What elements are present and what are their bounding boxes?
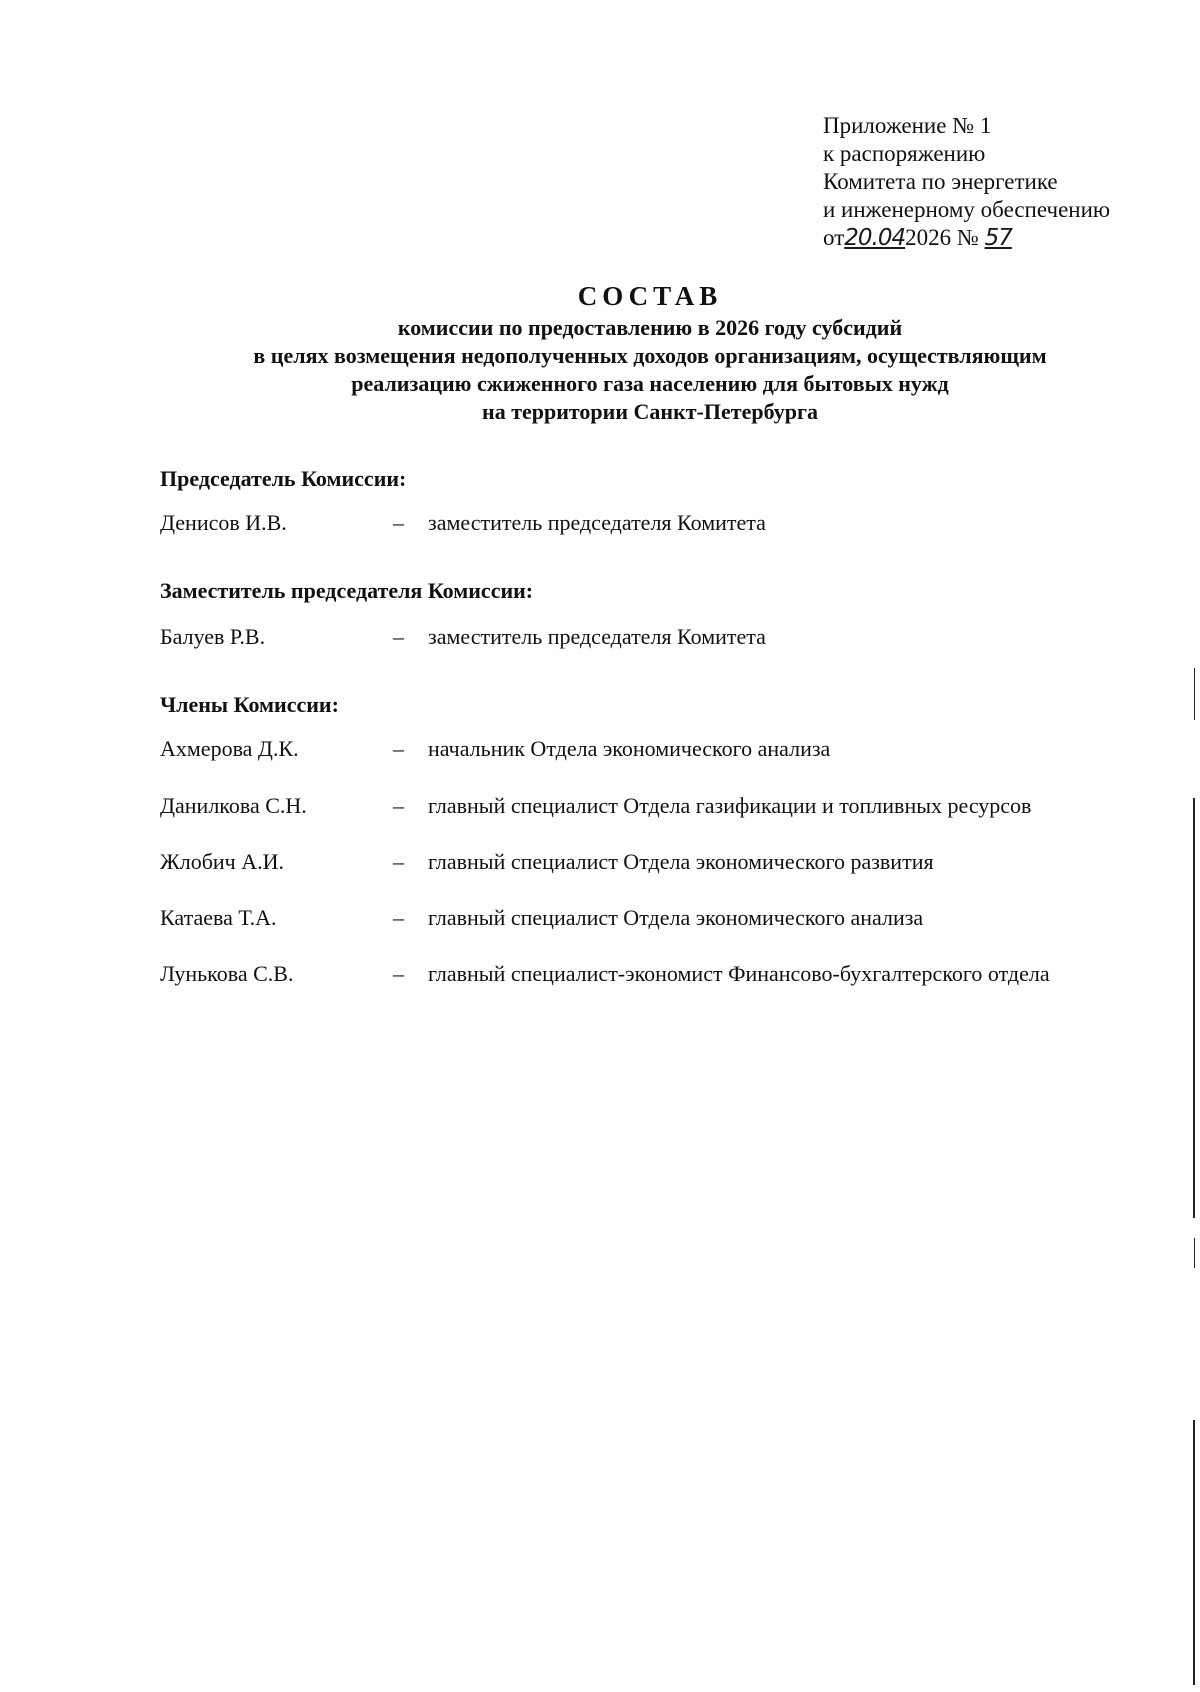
handwritten-date: 20.04: [844, 225, 906, 251]
title-line-3: реализацию сжиженного газа населению для бытовых нужд: [351, 371, 949, 396]
chairman-row: [160, 510, 1160, 538]
title-line-2: в целях возмещения недополученных доходов организациям, осуществляющим: [253, 343, 1047, 368]
members-heading: Члены Комиссии:: [160, 692, 339, 717]
chairman-role: заместитель председателя Комитета: [428, 510, 766, 535]
member-dash: –: [393, 905, 404, 930]
scan-edge-mark: [1194, 668, 1195, 720]
member-dash: –: [393, 961, 404, 986]
deputy-name: Балуев Р.В.: [160, 624, 266, 649]
appendix-line-1: Приложение № 1: [823, 113, 992, 138]
number-label: №: [956, 225, 979, 250]
member-row: [160, 961, 1160, 989]
handwritten-number: 57: [984, 225, 1012, 251]
chairman-heading: Председатель Комиссии:: [160, 466, 407, 491]
member-row: [160, 793, 1160, 821]
member-role: главный специалист-экономист Финансово-бухгалтерского отдела: [428, 961, 1050, 986]
deputy-heading: Заместитель председателя Комиссии:: [160, 578, 534, 603]
scan-edge-mark: [1193, 798, 1195, 1218]
scan-edge-mark: [1193, 1420, 1195, 1685]
appendix-date-line: [823, 224, 1110, 252]
document-title: [0, 278, 1200, 426]
deputy-dash: –: [393, 624, 404, 649]
member-role: главный специалист Отдела газификации и топливных ресурсов: [428, 793, 1032, 818]
deputy-role: заместитель председателя Комитета: [428, 624, 766, 649]
member-dash: –: [393, 793, 404, 818]
member-dash: –: [393, 736, 404, 761]
appendix-line-3: Комитета по энергетике: [823, 169, 1058, 194]
scan-edge-mark: [1194, 1238, 1195, 1268]
deputy-row: [160, 624, 1160, 652]
appendix-line-4: и инженерному обеспечению: [823, 197, 1111, 222]
chairman-name: Денисов И.В.: [160, 510, 287, 535]
member-role: главный специалист Отдела экономического развития: [428, 849, 934, 874]
title-line-1: комиссии по предоставлению в 2026 году субсидий: [397, 315, 903, 340]
date-prefix: от: [823, 225, 845, 250]
member-name: Лунькова С.В.: [160, 961, 294, 986]
appendix-line-2: к распоряжению: [823, 141, 986, 166]
member-name: Катаева Т.А.: [160, 905, 277, 930]
appendix-header: [823, 112, 1110, 252]
title-main: СОСТАВ: [577, 281, 723, 311]
member-role: начальник Отдела экономического анализа: [428, 736, 831, 761]
member-row: [160, 736, 1160, 764]
member-name: Жлобич А.И.: [160, 849, 284, 874]
chairman-dash: –: [393, 510, 404, 535]
member-row: [160, 905, 1160, 933]
date-year: 2026: [905, 225, 952, 250]
member-role: главный специалист Отдела экономического анализа: [428, 905, 924, 930]
member-name: Данилкова С.Н.: [160, 793, 307, 818]
member-name: Ахмерова Д.К.: [160, 736, 299, 761]
member-row: [160, 849, 1160, 877]
member-dash: –: [393, 849, 404, 874]
title-line-4: на территории Санкт-Петербурга: [482, 399, 818, 424]
